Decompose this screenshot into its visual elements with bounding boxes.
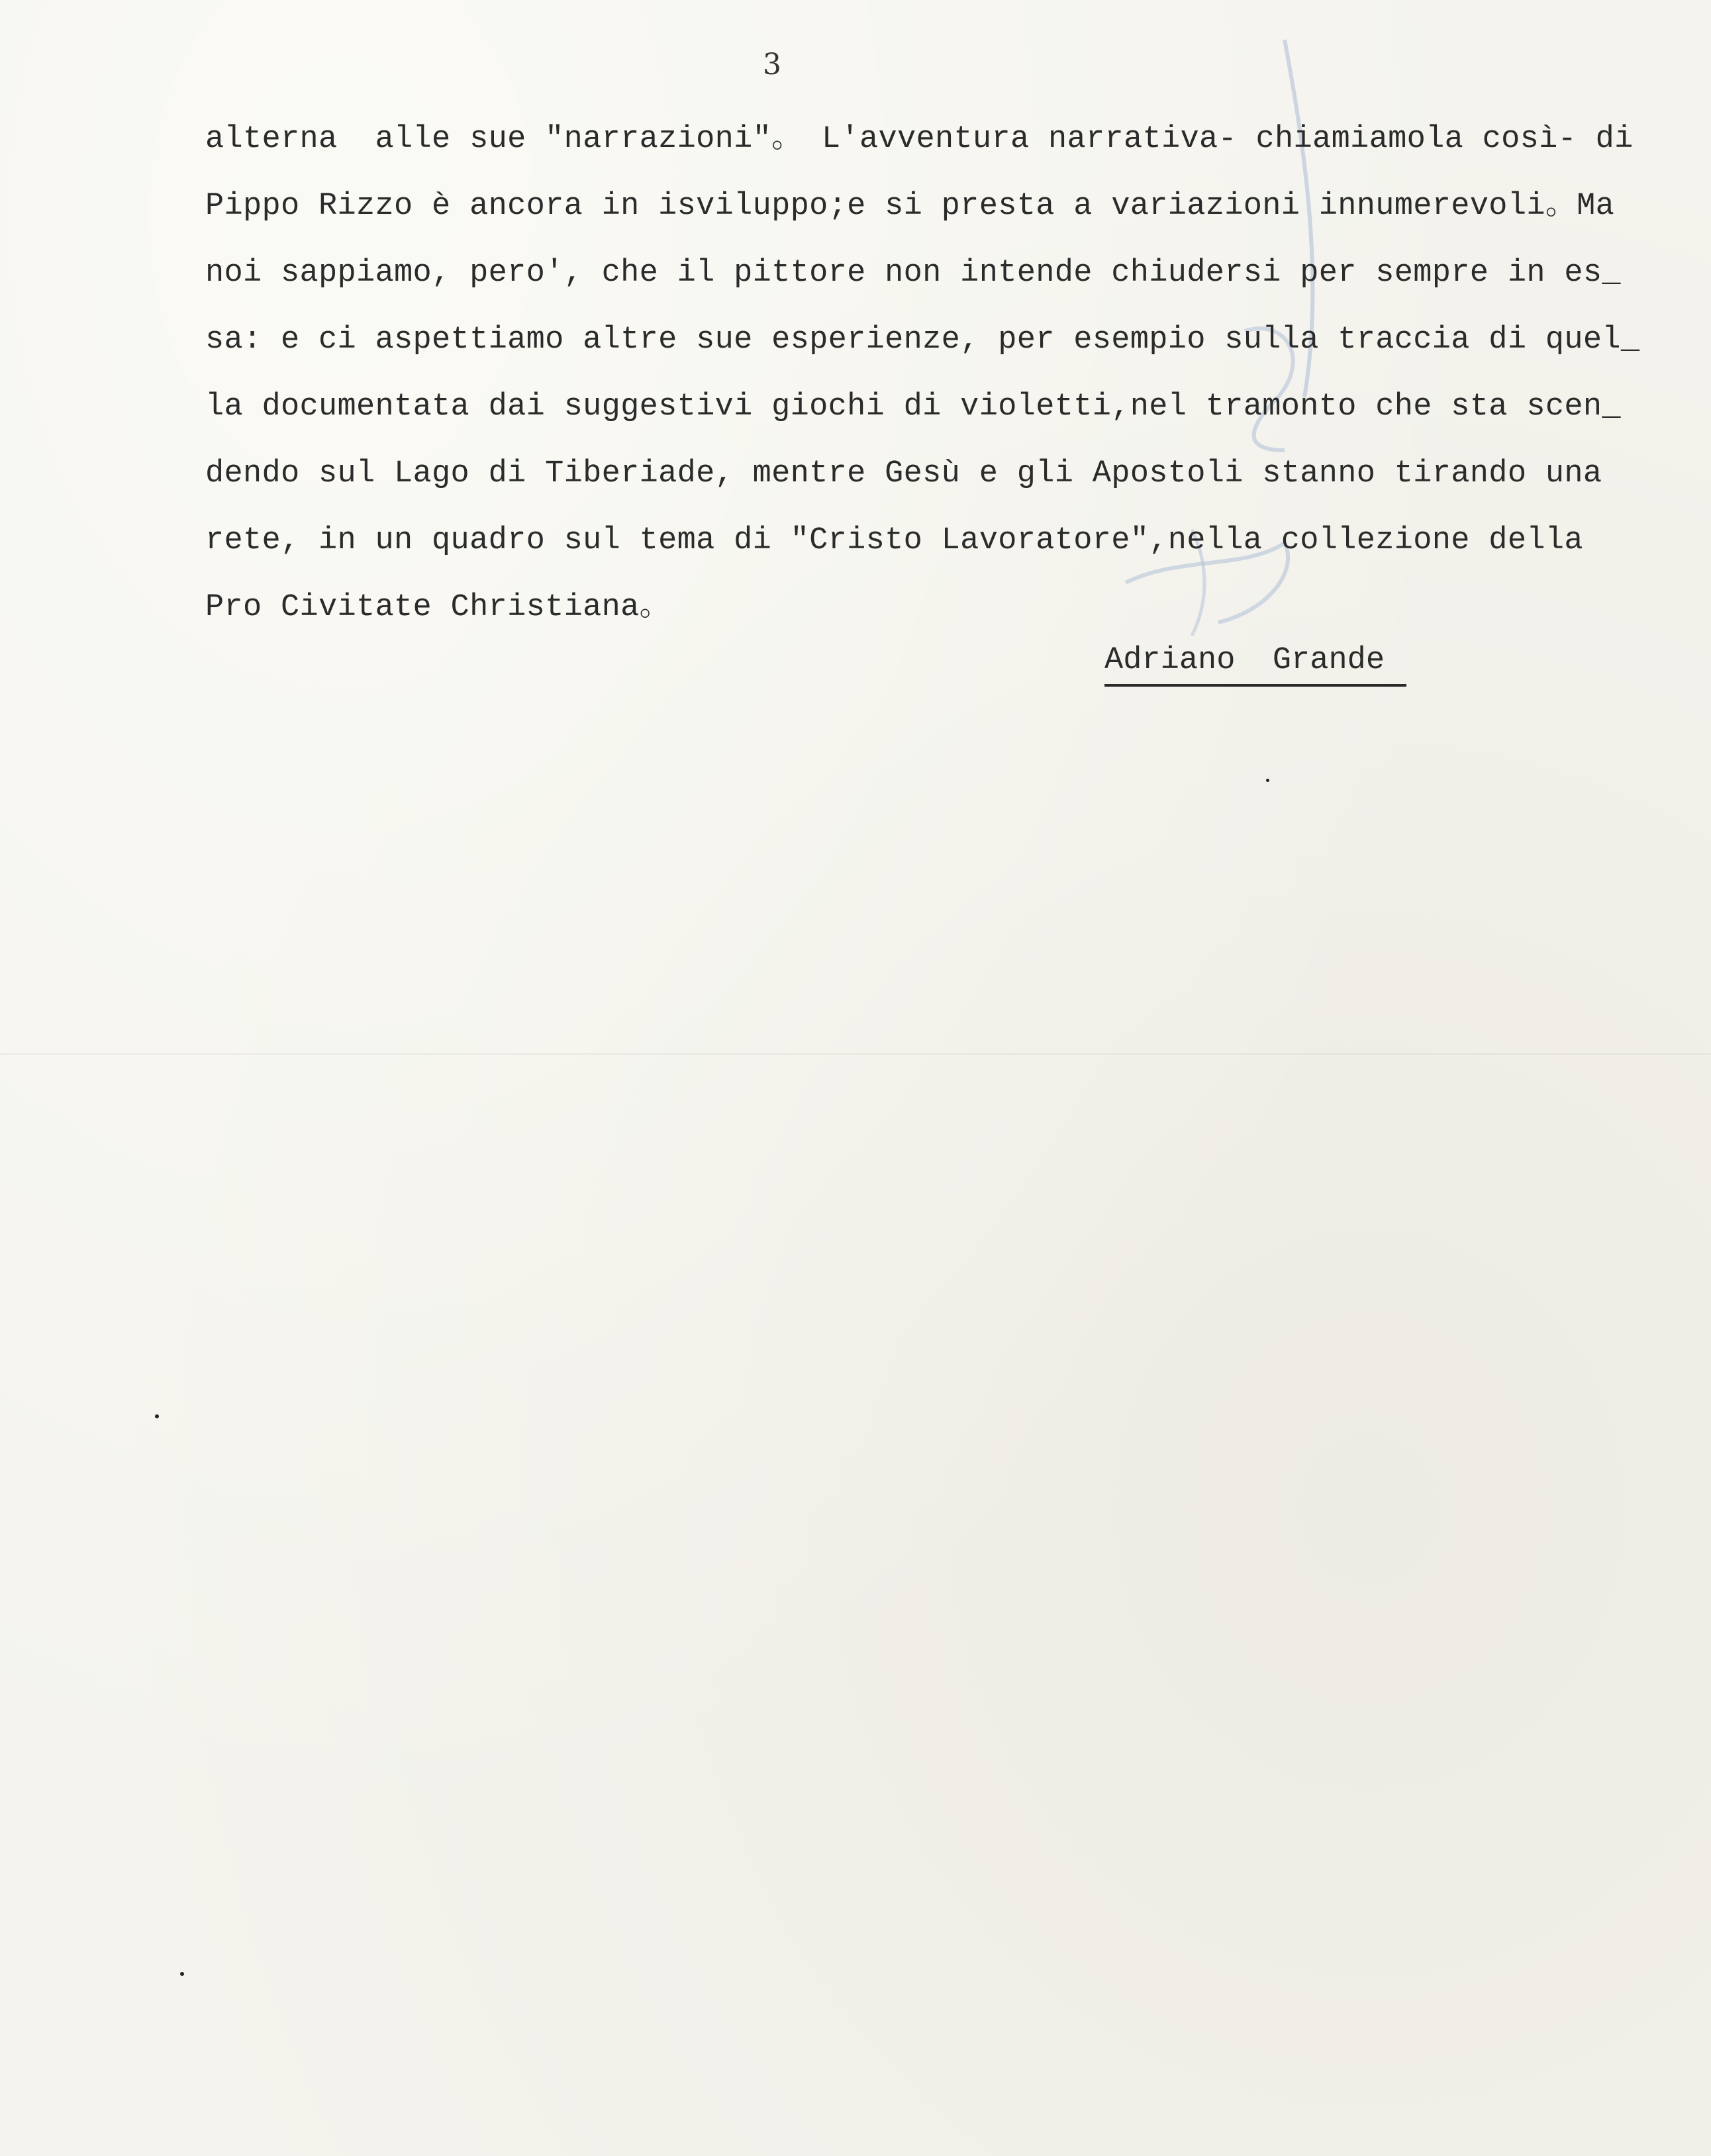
text-line: Pro Civitate Christiana。 bbox=[205, 590, 671, 625]
text-line: alterna alle sue "narrazioni"。 L'avventura narrativa- chiamiamola così- di bbox=[205, 122, 1634, 157]
paper-speck bbox=[180, 1972, 184, 1976]
text-line: Pippo Rizzo è ancora in isviluppo;e si presta a variazioni innumerevoli。Ma bbox=[205, 189, 1615, 224]
signature-underline bbox=[1104, 684, 1406, 687]
page-number: 3 bbox=[763, 48, 781, 81]
text-line: noi sappiamo, pero', che il pittore non intende chiudersi per sempre in es_ bbox=[205, 256, 1621, 291]
body-text bbox=[205, 106, 1688, 641]
signature: Adriano Grande bbox=[1104, 643, 1385, 678]
text-line: sa: e ci aspettiamo altre sue esperienze, per esempio sulla traccia di quel_ bbox=[205, 322, 1640, 358]
paper-speck bbox=[155, 1414, 159, 1418]
paper-fold-line bbox=[0, 1053, 1711, 1055]
text-line: la documentata dai suggestivi giochi di violetti,nel tramonto che sta scen_ bbox=[205, 389, 1621, 424]
paper-speck bbox=[1266, 779, 1269, 782]
text-line: dendo sul Lago di Tiberiade, mentre Gesù e gli Apostoli stanno tirando una bbox=[205, 456, 1602, 491]
text-line: rete, in un quadro sul tema di "Cristo Lavoratore",nella collezione della bbox=[205, 523, 1583, 558]
